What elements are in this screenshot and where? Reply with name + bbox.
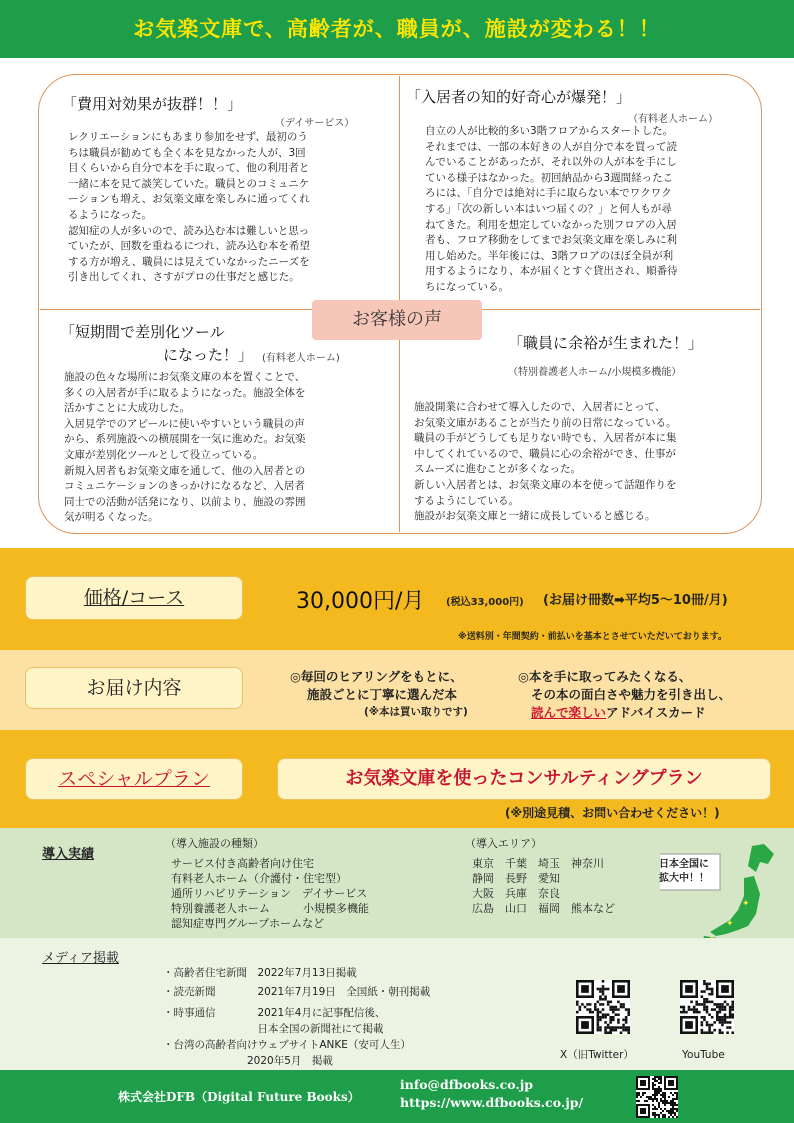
delivery-left-note: (※本は買い取りです)	[364, 706, 468, 718]
voice-source-differentiation: (有料老人ホーム)	[262, 353, 340, 364]
voice-title-curiosity: 「入居者の知的好奇心が爆発！」	[406, 88, 632, 106]
map-caption: 日本全国に 拡大中！！	[659, 859, 709, 884]
voice-source-staff: （特別養護老人ホーム/小規模多機能）	[508, 367, 682, 378]
media-list: ・高齢者住宅新聞 2022年7月13日掲載 ・読売新聞 2021年7月19日 全国紙・朝刊掲載 ・時事通信 2021年4月に記事配信後、 日本全国の新聞社にて掲載 ・台湾の高齢者向けウェブサイトANKE（安可人生） 2020年5月 掲載	[163, 967, 431, 1067]
svg-text:✦: ✦	[726, 919, 734, 929]
voice-body-differentiation: 施設の色々な場所にお気楽文庫の本を置くことで、 多くの入居者が手に取るようになった。施設全体を 活かすことに大成功した。 入居見学でのアピールに使いやすいという職員の声 から、系列施設への横展開を一気に進めた。お気楽 文庫が差別化ツールとして役立っている。 新規入居者もお気楽文庫を通して、他の入居者との コミュニケーションのきっかけになるなど、入居者 同士での活動が活発になり、以前より、施設の雰囲 気が明るくなった。	[64, 371, 306, 524]
price-note: ※送料別・年間契約・前払いを基本とさせていただいております。	[458, 632, 728, 642]
facility-types-list: サービス付き高齢者向け住宅 有料老人ホーム（介護付・住宅型） 通所リハビリテーション デイサービス 特別養護老人ホーム 小規模多機能 認知症専門グループホームなど	[171, 857, 369, 930]
consulting-plan: お気楽文庫を使ったコンサルティングプラン	[277, 758, 771, 800]
areas-heading: （導入エリア）	[465, 837, 542, 850]
voice-body-staff: 施設開業に合わせて導入したので、入居者にとって、 お気楽文庫があることが当たり前の日常になっている。 職員の手がどうしても足りない時でも、入居者が本に集 中してくれているので、職員に心の余裕ができ、仕事が スムーズに進むことが多くなった。 新しい入居者とは、お気楽文庫の本を使って話題作りを するようにしている。 施設がお気楽文庫と一緒に成長していると感じる。	[414, 401, 677, 523]
voice-body-curiosity: 自立の人が比較的多い3階フロアからスタートした。 それまでは、一部の本好きの人が自分で本を買って読 んでいることがあったが、それ以外の人が本を手にし ている様子はなかった。初回納品から3週間経ったこ ろには、「自分では絶対に手に取らない本でワクワク する」「次の新しい本はいつ届くの？」と何人もが尋 ねてきた。利用を想定していなかった別フロアの入居 者も、フロア移動をしてまでお気楽文庫を楽しみに利 用し始めた。半年後には、3階フロアのほぼ全員が利 用するようになり、本が届くとすぐ貸出され、順番待 ちになっている。	[425, 125, 678, 293]
svg-text:✦: ✦	[742, 899, 750, 909]
price-course-label: 価格/コース	[25, 576, 243, 620]
special-plan-label: スペシャルプラン	[25, 758, 243, 800]
delivery-left-line1: ◎毎回のヒアリングをもとに、	[290, 669, 463, 684]
twitter-qr-code[interactable]	[576, 980, 630, 1034]
special-plan-note: (※別途見積、お問い合わせください！)	[505, 806, 720, 820]
contact-email[interactable]: info@dfbooks.co.jp	[400, 1077, 533, 1092]
areas-list: 東京 千葉 埼玉 神奈川 静岡 長野 愛知 大阪 兵庫 奈良 広島 山口 福岡 熊本など	[472, 857, 615, 915]
website-url[interactable]: https://www.dfbooks.co.jp/	[400, 1095, 584, 1110]
delivery-right-line1: ◎本を手に取ってみたくなる、	[518, 669, 692, 684]
youtube-label: YouTube	[682, 1049, 725, 1061]
price-tax: (税込33,000円)	[446, 597, 524, 608]
youtube-qr-code[interactable]	[680, 980, 734, 1034]
voice-title-differentiation-2: になった！」	[163, 346, 254, 364]
delivery-right-line3: 読んで楽しいアドバイスカード	[531, 705, 706, 720]
results-heading: 導入実績	[42, 847, 95, 862]
price-amount: 30,000円/月	[296, 589, 425, 614]
voice-title-staff: 「職員に余裕が生まれた！」	[508, 334, 704, 352]
media-heading: メディア掲載	[42, 951, 119, 966]
facility-types-heading: （導入施設の種類）	[165, 837, 264, 850]
voice-title-cost: 「費用対効果が抜群！！」	[62, 95, 243, 113]
voice-source-cost: （デイサービス）	[275, 118, 355, 129]
delivery-count: (お届け冊数➡平均5～10冊/月)	[543, 593, 728, 608]
page-title: お気楽文庫で、高齢者が、職員が、施設が変わる！！	[133, 17, 661, 41]
delivery-content-label: お届け内容	[25, 667, 243, 709]
delivery-left-line2: 施設ごとに丁寧に選んだ本	[307, 687, 458, 702]
customer-voice-badge: お客様の声	[312, 300, 482, 340]
twitter-label: X（旧Twitter）	[560, 1049, 634, 1061]
company-name: 株式会社DFB（Digital Future Books）	[118, 1090, 360, 1104]
voice-body-cost: レクリエーションにもあまり参加をせず、最初のう ちは職員が勧めても全く本を見なかった人が、3回 目くらいから自分で本を手に取って、他の利用者と 一緒に本を見て談笑していた。職員とのコミュニケ ーションも増え、お気楽文庫を楽しみに通ってくれ るようになった。 認知症の人が多いので、読み込む本は難しいと思っ ていたが、回数を重ねるにつれ、読み込む本を希望 する方が増え、職員には見えていなかったニーズを 引き出してくれ、さすがプロの仕事だと感じた。	[68, 131, 310, 284]
delivery-right-line2: その本の面白さや魅力を引き出し、	[531, 687, 732, 702]
voice-title-differentiation-1: 「短期間で差別化ツール	[60, 323, 225, 341]
website-qr-code[interactable]	[636, 1076, 678, 1118]
voice-source-curiosity: （有料老人ホーム）	[628, 114, 718, 125]
